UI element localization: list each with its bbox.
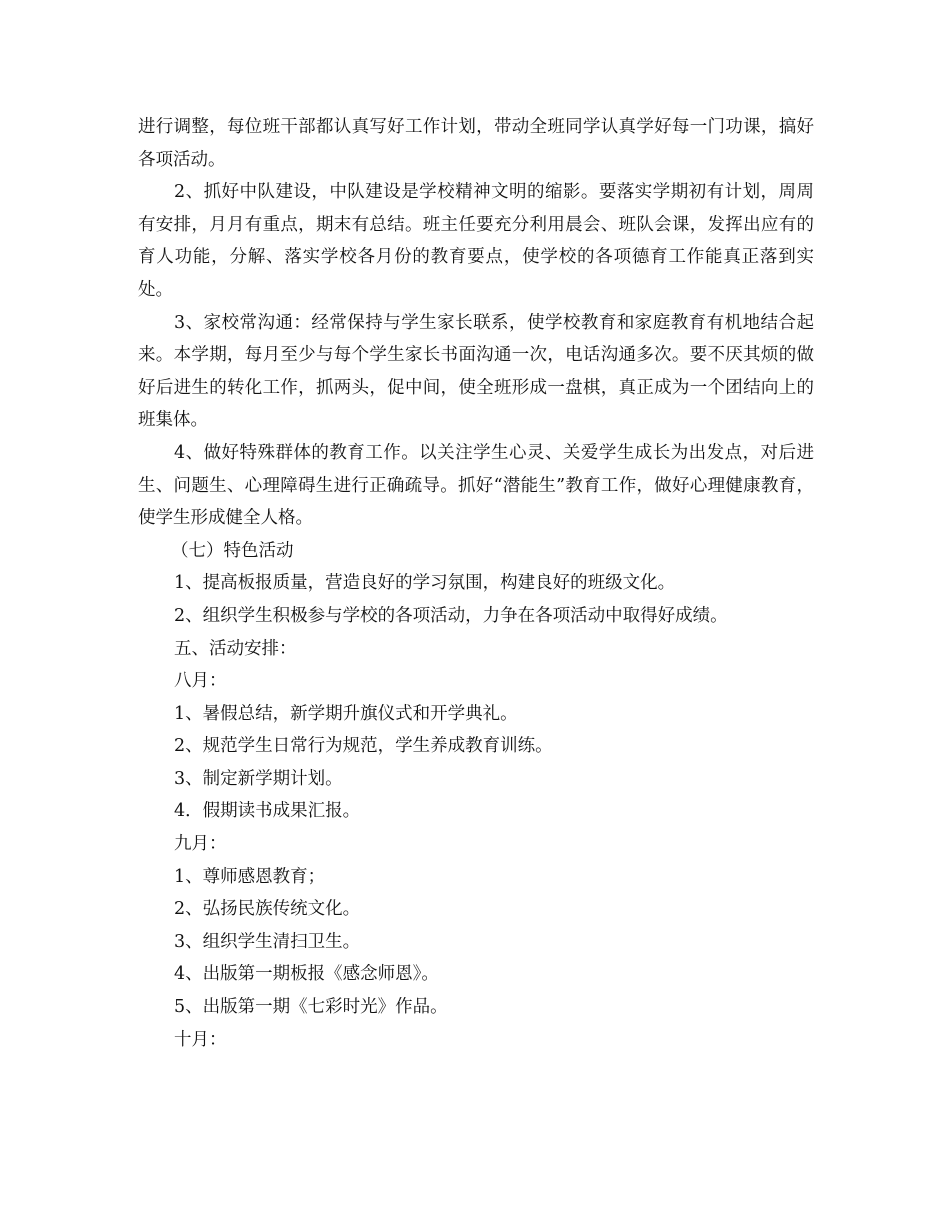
list-item: 4．假期读书成果汇报。 — [174, 801, 361, 822]
section-heading-special-activities: （七）特色活动 — [171, 540, 294, 561]
section-heading-activity-schedule: 五、活动安排： — [174, 638, 297, 659]
list-item: 4、出版第一期板报《感念师恩》。 — [174, 964, 439, 985]
list-item: 2、规范学生日常行为规范，学生养成教育训练。 — [174, 736, 553, 757]
document-body — [138, 111, 814, 1056]
paragraph-home-school-communication: 3、家校常沟通：经常保持与学生家长联系，使学校教育和家庭教育有机地结合起来。本学期，每月至少与每个学生家长书面沟通一次，电话沟通多次。要不厌其烦的做好后进生的转化工作，抓两头，促中间，使全班形成一盘棋，真正成为一个团结向上的班集体。 — [138, 312, 814, 431]
month-heading-october: 十月： — [174, 1029, 227, 1050]
paragraph-squad-building: 2、抓好中队建设，中队建设是学校精神文明的缩影。要落实学期初有计划，周周有安排，月月有重点，期末有总结。班主任要充分利用晨会、班队会课，发挥出应有的育人功能，分解、落实学校各月份的教育要点，使学校的各项德育工作能真正落到实处。 — [138, 182, 814, 300]
list-item: 1、暑假总结，新学期升旗仪式和开学典礼。 — [174, 703, 518, 724]
list-item: 1、提高板报质量，营造良好的学习氛围，构建良好的班级文化。 — [174, 573, 676, 594]
list-item: 1、尊师感恩教育； — [174, 866, 326, 887]
paragraph-special-groups: 4、做好特殊群体的教育工作。以关注学生心灵、关爱学生成长为出发点，对后进生、问题生、心理障碍生进行正确疏导。抓好“潜能生”教育工作，做好心理健康教育，使学生形成健全人格。 — [138, 442, 814, 529]
list-item: 3、组织学生清扫卫生。 — [174, 931, 361, 952]
list-item: 2、弘扬民族传统文化。 — [174, 899, 361, 920]
list-item: 2、组织学生积极参与学校的各项活动，力争在各项活动中取得好成绩。 — [174, 605, 728, 626]
month-heading-september: 九月： — [174, 834, 227, 855]
list-item: 3、制定新学期计划。 — [174, 768, 343, 789]
paragraph-continuation: 进行调整，每位班干部都认真写好工作计划，带动全班同学认真学好每一门功课，搞好各项活动。 — [138, 117, 814, 170]
month-heading-august: 八月： — [174, 671, 227, 692]
list-item: 5、出版第一期《七彩时光》作品。 — [174, 997, 448, 1018]
